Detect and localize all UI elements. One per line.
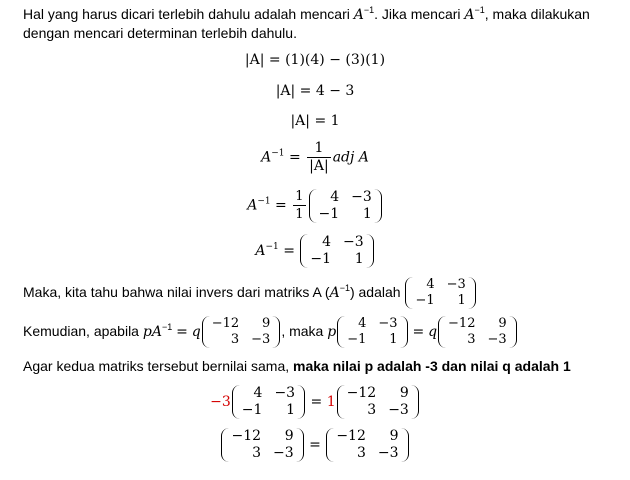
intro-line-1: Hal yang harus dicari terlebih dahulu adalah mencari $A^{-1}$. Jika mencari $A^{-1}$, maka dilakukan — [23, 5, 590, 23]
right-paren — [374, 189, 382, 223]
matrix-cell: 9 — [389, 428, 399, 444]
intro-text-c: , maka dilakukan — [484, 6, 590, 22]
intro-text-a: Hal yang harus dicari terlebih dahulu adalah mencari — [23, 6, 354, 22]
matrix-cell: −12 — [211, 316, 240, 332]
right-paren — [297, 385, 305, 419]
left-paren — [337, 385, 345, 419]
matrix-cell: 9 — [284, 428, 294, 444]
matrix-B — [202, 316, 281, 348]
matrix-cell: −3 — [378, 316, 398, 332]
fraction-1-over-detA: $\frac{1}{|A|}$ — [309, 140, 329, 174]
matrix-cell: 4 — [322, 234, 332, 250]
final-eq-1: −3 4 −3 −1 1 = 1 −12 9 3 −3 — [0, 385, 630, 419]
answer-bold: maka nilai p adalah -3 dan nilai q adalah 1 — [293, 358, 571, 374]
matrix-cell: 4 — [330, 188, 340, 205]
left-paren — [221, 428, 229, 462]
determinant-eq-1: |A| = (1)(4) − (3)(1) — [244, 52, 386, 68]
determinant-eq-2: |A| = 4 − 3 — [275, 83, 355, 99]
matrix-cell: −3 — [351, 188, 372, 205]
matrix-cell: 3 — [252, 445, 262, 461]
matrix-cell: −3 — [446, 277, 466, 293]
matrix-cell: −3 — [273, 445, 294, 461]
conclusion-line: Maka, kita tahu bahwa nilai invers dari matriks A $(A^{-1})$ adalah 4 −3 −1 1 — [23, 275, 477, 310]
matrix-cell: 3 — [230, 332, 240, 348]
matrix-cell: −1 — [310, 251, 332, 267]
matrix-cell: −12 — [346, 385, 377, 401]
p-value: −3 — [210, 394, 231, 410]
left-paren — [337, 316, 345, 348]
matrix-cell: −3 — [343, 234, 364, 250]
matrix-cell: 1 — [286, 402, 296, 418]
left-paren — [300, 234, 308, 268]
matrix-cell: −3 — [487, 332, 507, 348]
determinant-eq-3: |A| = 1 — [290, 113, 340, 129]
matrix-cell: 4 — [253, 385, 263, 401]
right-paren — [366, 234, 374, 268]
inverse-result: $A^{-1}$ = 4 −3 −1 1 — [0, 234, 630, 268]
right-paren — [296, 428, 304, 462]
matrix-cell: 9 — [399, 385, 409, 401]
matrix-cell: 1 — [457, 293, 466, 309]
matrix-cell: −12 — [231, 428, 262, 444]
matrix-cell: −3 — [274, 385, 296, 401]
inverse-formula: $A^{-1}$ = $\frac{1}{|A|}$ adj A — [261, 140, 369, 174]
q-value: 1 — [326, 394, 336, 410]
fraction-1-over-1: $\frac{1}{1}$ — [295, 189, 304, 222]
left-paren — [202, 316, 210, 348]
matrix-B-q — [438, 316, 517, 348]
matrix-cell: 1 — [362, 205, 372, 222]
matrix-cell: −1 — [347, 332, 367, 348]
matrix-cell: 9 — [498, 316, 507, 332]
matrix-cell: 1 — [354, 251, 364, 267]
matrix-cell: 3 — [467, 332, 476, 348]
left-paren — [309, 189, 317, 223]
left-paren — [405, 277, 413, 309]
inverse-with-fraction: $A^{-1}$ = $\frac{1}{1}$ 4 −3 −1 1 — [0, 188, 630, 223]
right-paren — [468, 277, 476, 309]
matrix-cell: −3 — [251, 332, 271, 348]
adj-matrix — [309, 189, 382, 223]
matrix-cell: 4 — [358, 316, 367, 332]
left-paren — [326, 428, 334, 462]
right-paren — [509, 316, 517, 348]
left-paren — [232, 385, 240, 419]
matrix-cell: 3 — [356, 445, 366, 461]
matrix-cell: −1 — [318, 205, 340, 222]
conclusion-matrix — [405, 277, 475, 309]
matrix-cell: −1 — [241, 402, 263, 418]
right-paren — [401, 428, 409, 462]
intro-text-b: . Jika mencari — [374, 6, 465, 22]
matrix-adj-p — [337, 316, 407, 348]
intro-line-2: dengan mencari determinan terlebih dahulu. — [23, 25, 297, 41]
left-paren — [438, 316, 446, 348]
matrix-cell: 9 — [262, 316, 271, 332]
inverse-matrix — [300, 234, 373, 268]
matrix-cell: −3 — [388, 402, 409, 418]
kemudian-line: Kemudian, apabila $pA^{-1} = q$ −12 9 3 −3 , maka p 4 −3 −1 1 = q −12 9 3 −3 — [23, 314, 518, 349]
final-eq-2: −12 9 3 −3 = −12 9 3 −3 — [0, 428, 630, 462]
matrix-cell: 4 — [426, 277, 435, 293]
agar-line: Agar kedua matriks tersebut bernilai sama, maka nilai p adalah -3 dan nilai q adalah 1 — [23, 358, 571, 374]
matrix-cell: −12 — [448, 316, 476, 332]
right-paren — [411, 385, 419, 419]
right-paren — [272, 316, 280, 348]
matrix-cell: 3 — [367, 402, 377, 418]
matrix-cell: −3 — [377, 445, 399, 461]
right-paren — [400, 316, 408, 348]
matrix-cell: −12 — [336, 428, 366, 444]
matrix-cell: 1 — [389, 332, 398, 348]
matrix-cell: −1 — [415, 293, 435, 309]
